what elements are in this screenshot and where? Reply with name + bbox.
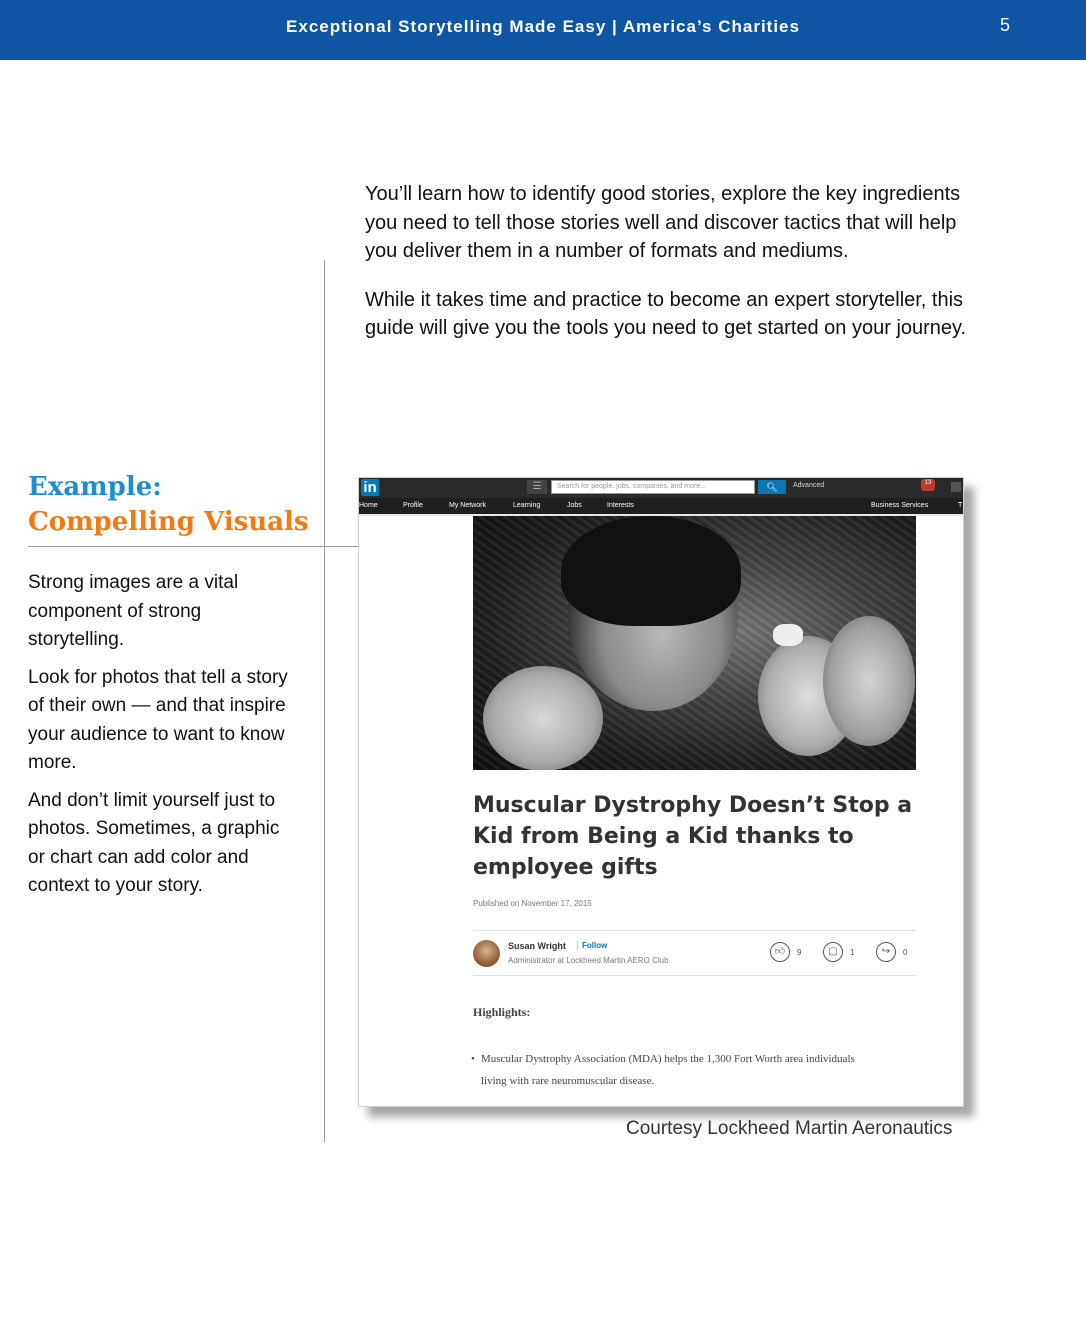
photo-baby-left [483,666,603,770]
photo-bow [773,624,803,646]
intro-text [365,180,985,363]
flag-icon [951,482,961,492]
nav-item-more: T [958,502,963,509]
comment-icon: ▢ [823,942,843,962]
highlights-label: Highlights: [473,1005,531,1019]
advanced-link: Advanced [793,482,825,489]
nav-item-learning: Learning [513,502,541,509]
avatar [473,940,500,967]
published-date: Published on November 17, 2015 [473,899,592,908]
sidebar-paragraph: Strong images are a vital component of strong storytelling. [28,572,239,650]
article-title: Muscular Dystrophy Doesn’t Stop a Kid from Being a Kid thanks to employee gifts [473,793,913,880]
sidebar-paragraph: And don’t limit yourself just to photos. Sometimes, a graphic or chart can add color and context to your story. [28,789,280,896]
nav-item-business-services: Business Services [871,502,929,509]
header-title: Exceptional Storytelling Made Easy | America’s Charities [286,17,800,36]
notification-badge: 13 [921,479,935,491]
nav-item-jobs: Jobs [567,502,582,509]
comment-count: 1 [850,948,855,957]
linkedin-topbar [359,478,963,498]
example-label: Example: [28,472,162,502]
page-number: 5 [999,15,1010,35]
nav-item-interests: Interests [607,502,634,509]
sidebar-paragraph: Look for photos that tell a story of their own — and that inspire your audience to want to know more. [28,666,288,773]
highlight-text: Muscular Dystrophy Association (MDA) helps the 1,300 Fort Worth area individuals living with rare neuromuscular disease. [481,1053,855,1087]
share-count: 0 [903,948,908,957]
vertical-divider [324,260,325,1142]
menu-icon: ☰ [527,480,547,494]
share-icon: ↪ [876,942,896,962]
author-role: Administrator at Lockheed Martin AERO Club [508,956,669,965]
like-count: 9 [797,948,802,957]
follow-link: Follow [577,941,607,950]
linkedin-nav [359,498,963,514]
page-header [0,0,1086,60]
bullet-dot: • [471,1053,475,1065]
like-icon: 👍︎ [770,942,790,962]
search-input: Search for people, jobs, companies, and more... [551,480,755,494]
horizontal-divider [28,546,358,547]
intro-paragraph: While it takes time and practice to become an expert storyteller, this guide will give you the tools you need to get started on your journey. [365,288,967,339]
image-caption: Courtesy Lockheed Martin Aeronautics [626,1118,953,1139]
linkedin-screenshot [358,477,964,1107]
nav-item-my-network: My Network [449,502,486,509]
example-title: Compelling Visuals [28,507,309,537]
nav-item-profile: Profile [403,502,423,509]
author-row [473,930,916,976]
intro-paragraph: You’ll learn how to identify good stories, explore the key ingredients you need to tell those stories well and discover tactics that will help you deliver them in a number of formats and mediums. [365,183,961,262]
nav-item-home: Home [359,502,378,509]
sidebar-text [28,569,298,910]
author-name: Susan Wright [508,941,566,951]
example-heading [28,470,309,540]
highlight-bullet [471,1048,881,1092]
linkedin-logo: in [361,479,379,496]
article-photo [473,516,916,770]
photo-child-hair [561,516,741,626]
photo-baby-right [823,616,915,746]
search-icon: 🔍︎ [758,480,786,494]
